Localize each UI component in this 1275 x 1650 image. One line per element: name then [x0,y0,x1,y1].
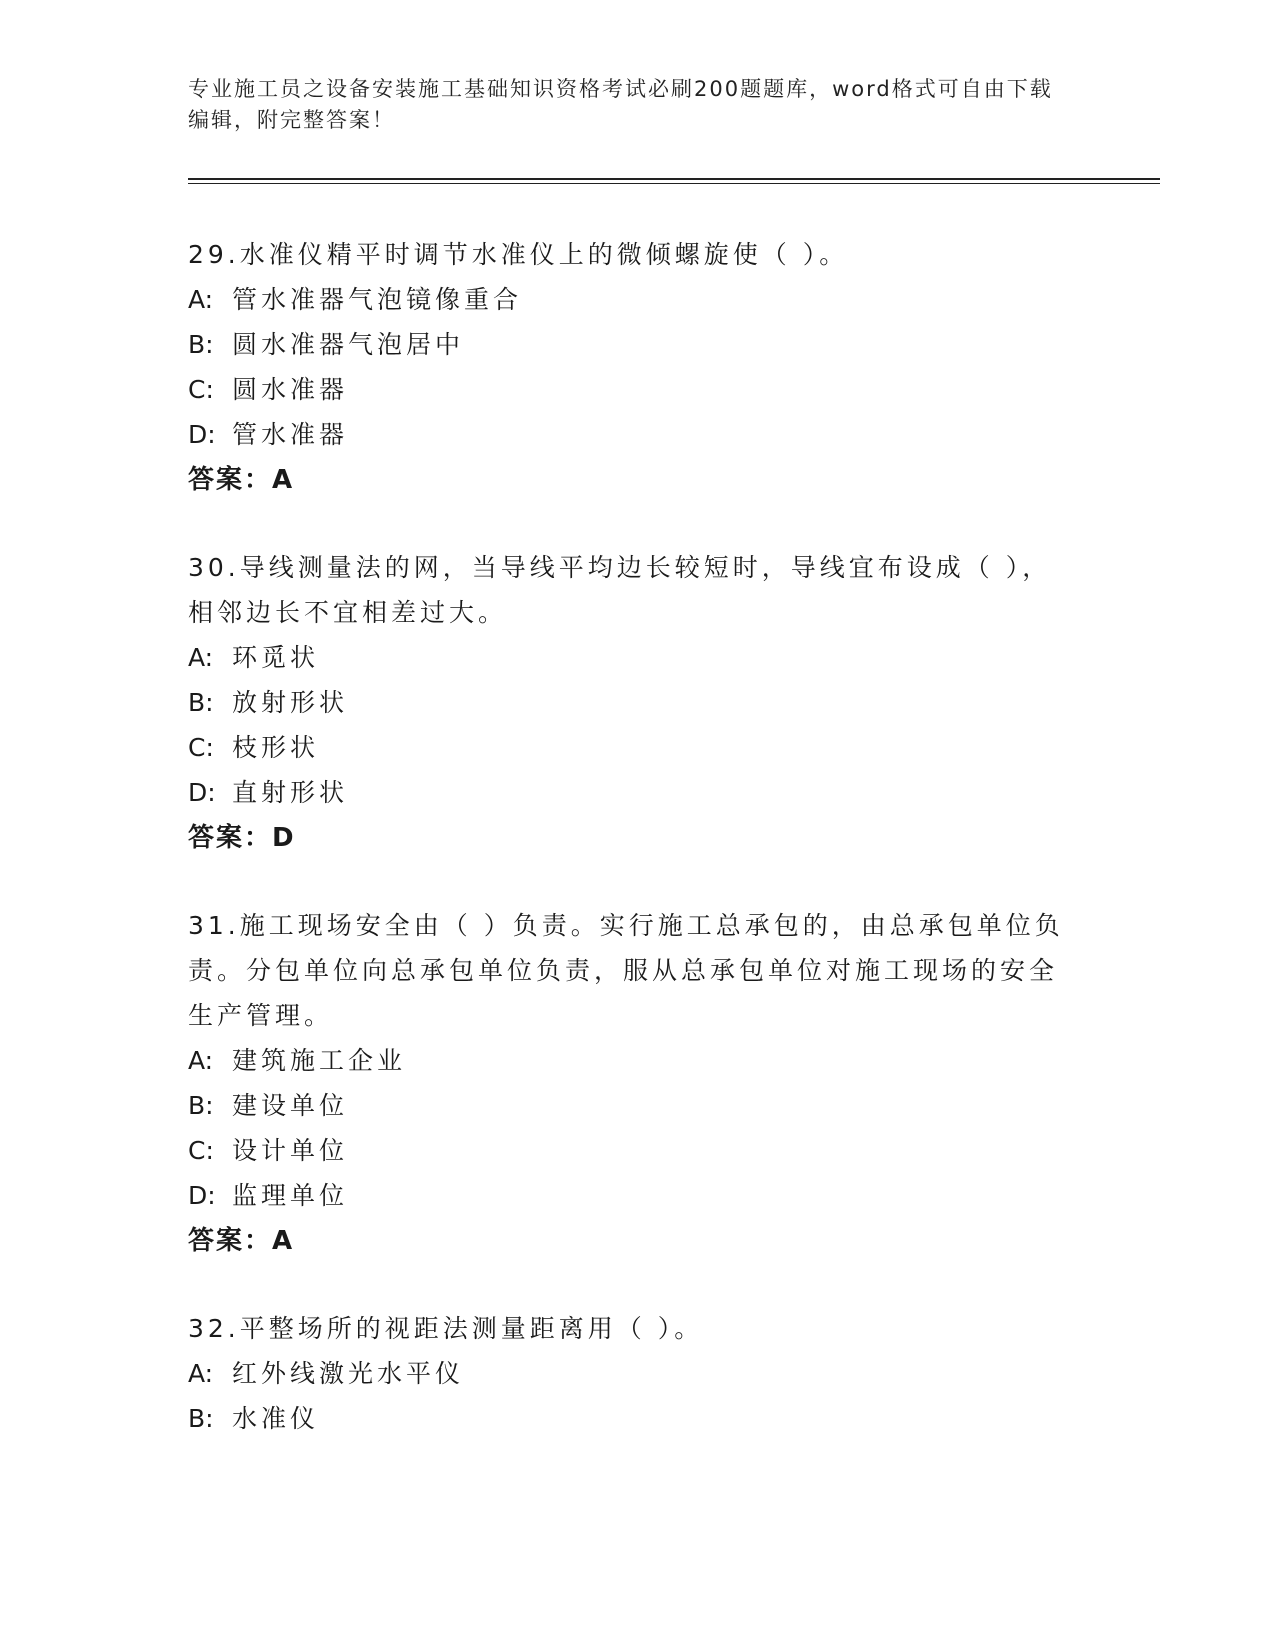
question-stem: 30.导线测量法的网，当导线平均边长较短时，导线宜布设成（ ），相邻边长不宜相差过大。 [188,553,1052,627]
option-key: D: [188,420,216,449]
option-text: 直射形状 [232,778,349,807]
option-text: 设计单位 [232,1136,349,1165]
option-c [188,725,1068,770]
question-stem: 32.平整场所的视距法测量距离用（ ）。 [188,1314,704,1343]
option-key: B: [188,1091,214,1120]
option-b [188,680,1068,725]
option-text: 环觅状 [232,643,320,672]
option-b [188,1083,1068,1128]
option-d [188,412,1068,457]
option-key: A: [188,285,214,314]
option-key: A: [188,1046,214,1075]
option-text: 建设单位 [232,1091,349,1120]
document-header: 专业施工员之设备安装施工基础知识资格考试必刷200题题库，word格式可自由下载编辑，附完整答案！ [188,77,1053,132]
option-text: 放射形状 [232,688,349,717]
option-text: 枝形状 [232,733,320,762]
question-29 [188,232,1068,503]
question-31 [188,903,1068,1264]
option-text: 圆水准器气泡居中 [232,330,465,359]
option-key: A: [188,643,214,672]
option-key: D: [188,778,216,807]
option-key: B: [188,688,214,717]
option-key: C: [188,375,214,404]
option-c [188,1128,1068,1173]
question-stem: 29.水准仪精平时调节水准仪上的微倾螺旋使（ ）。 [188,240,849,269]
option-text: 水准仪 [232,1404,320,1433]
option-c [188,367,1068,412]
option-text: 管水准器气泡镜像重合 [232,285,523,314]
option-text: 红外线激光水平仪 [232,1359,465,1388]
option-a [188,1351,1068,1396]
answer-line: 答案：D [188,823,296,853]
option-d [188,770,1068,815]
option-a [188,277,1068,322]
question-list [188,232,1068,1483]
option-text: 管水准器 [232,420,349,449]
header-rule-thin [188,183,1160,184]
answer-line: 答案：A [188,1226,295,1256]
option-key: B: [188,1404,214,1433]
option-text: 建筑施工企业 [232,1046,407,1075]
option-b [188,1396,1068,1441]
header-rule-thick [188,178,1160,180]
question-32 [188,1306,1068,1441]
option-b [188,322,1068,367]
option-key: C: [188,733,214,762]
option-a [188,1038,1068,1083]
answer-line: 答案：A [188,465,295,495]
option-key: B: [188,330,214,359]
question-stem: 31.施工现场安全由（ ）负责。实行施工总承包的，由总承包单位负责。分包单位向总承包单位负责，服从总承包单位对施工现场的安全生产管理。 [188,911,1064,1030]
option-text: 监理单位 [232,1181,349,1210]
option-text: 圆水准器 [232,375,349,404]
option-a [188,635,1068,680]
option-key: C: [188,1136,214,1165]
option-d [188,1173,1068,1218]
option-key: D: [188,1181,216,1210]
option-key: A: [188,1359,214,1388]
question-30 [188,545,1068,861]
